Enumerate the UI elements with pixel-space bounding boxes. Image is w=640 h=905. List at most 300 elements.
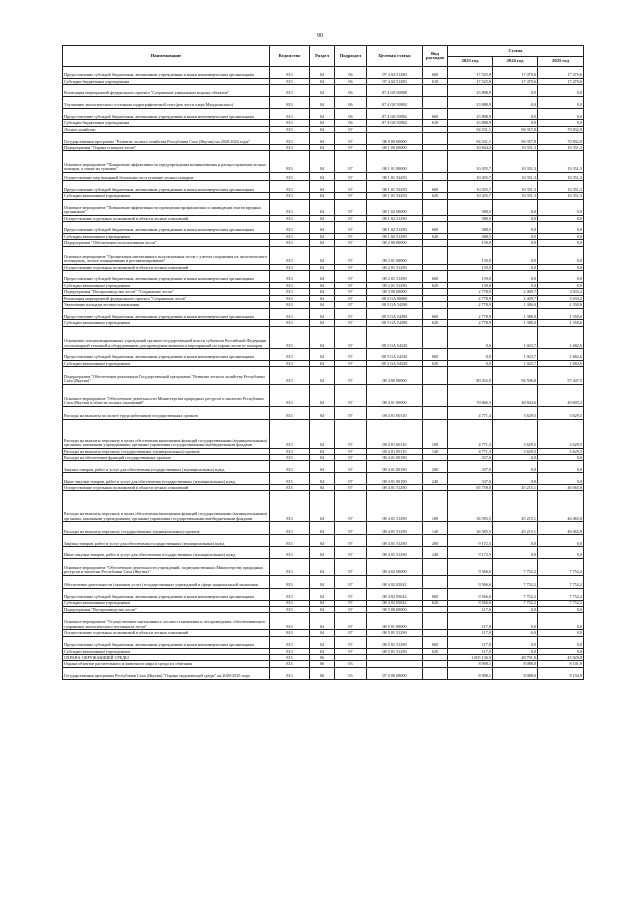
- row-ved: 813: [270, 535, 310, 547]
- row-ved: 813: [270, 320, 310, 326]
- row-name: Подпрограмма "Воспроизводство лесов": [63, 606, 270, 612]
- row-sum-2023: 1 005 136,0: [448, 655, 493, 661]
- row-ved: 813: [270, 271, 310, 283]
- row-razdel: 06: [310, 667, 335, 679]
- row-expense-type: 200: [423, 461, 448, 473]
- row-sum-2023: 337,0: [448, 455, 493, 461]
- row-sum-2023: 10 455,7: [448, 151, 493, 172]
- row-sum-2025: 7 752,2: [538, 575, 584, 588]
- table-row: [63, 222, 584, 234]
- row-ved: 813: [270, 264, 310, 270]
- row-target-article: 08 5 01 51290: [367, 648, 423, 654]
- row-razdel: 04: [310, 606, 335, 612]
- table-row: [63, 384, 584, 406]
- row-ved: 813: [270, 448, 310, 454]
- header-podrazdel: Подраздел: [335, 46, 367, 67]
- row-target-article: 08 2 01 00000: [367, 246, 423, 264]
- row-target-article: 08 1 01 00000: [367, 151, 423, 172]
- row-sum-2024: 45 215,1: [493, 522, 538, 535]
- row-podrazdel: 07: [335, 448, 367, 454]
- row-razdel: 04: [310, 289, 335, 295]
- row-podrazdel: 07: [335, 271, 367, 283]
- row-target-article: 08 2 00 00000: [367, 240, 423, 246]
- row-expense-type: 120: [423, 522, 448, 535]
- row-ved: 813: [270, 78, 310, 84]
- row-name: Субсидии бюджетным учреждениям: [63, 78, 270, 84]
- row-name: Предоставление субсидий бюджетным, автономным учреждениям и иным некоммерческим организациям: [63, 308, 270, 320]
- row-sum-2023: 70 866,3: [448, 384, 493, 406]
- row-razdel: 04: [310, 108, 335, 120]
- row-sum-2024: 0,0: [493, 461, 538, 473]
- row-sum-2025: 0,0: [538, 461, 584, 473]
- row-sum-2025: 10 351,3: [538, 181, 584, 193]
- row-name: Основное мероприятие "Повышение эффективности предупреждения возникновения и распространения лесных пожаров, а также их тушение": [63, 151, 270, 172]
- row-expense-type: [423, 96, 448, 108]
- row-name: Предоставление субсидий бюджетным, автономным учреждениям и иным некоммерческим организациям: [63, 271, 270, 283]
- row-ved: 813: [270, 606, 310, 612]
- table-row: [63, 172, 584, 181]
- row-name: Субсидии автономным учреждениям: [63, 648, 270, 654]
- row-sum-2024: 1 386,0: [493, 320, 538, 326]
- row-razdel: 04: [310, 360, 335, 366]
- row-podrazdel: 03: [335, 667, 367, 679]
- row-expense-type: [423, 558, 448, 575]
- row-ved: 813: [270, 240, 310, 246]
- row-name: Подпрограмма "Охрана и защита лесов": [63, 145, 270, 151]
- row-ved: 813: [270, 455, 310, 461]
- row-sum-2024: 7 752,2: [493, 600, 538, 606]
- row-sum-2025: 0,0: [538, 264, 584, 270]
- row-name: Основное мероприятие "Обеспечение деятельности учреждений, подведомственных Министерству природных ресурсов и экологии Республики Саха (Якутия)": [63, 558, 270, 575]
- row-podrazdel: 07: [335, 491, 367, 522]
- row-name: Осуществление отдельных полномочий в области лесных отношений: [63, 215, 270, 221]
- row-sum-2024: 3 629,5: [493, 419, 538, 448]
- row-name: Осуществление отдельных полномочий в области лесных отношений: [63, 630, 270, 636]
- row-razdel: 04: [310, 349, 335, 361]
- row-name: Предоставление субсидий бюджетным, автономным учреждениям и иным некоммерческим организациям: [63, 108, 270, 120]
- row-sum-2023: 23 888,9: [448, 108, 493, 120]
- row-name: Предоставление субсидий бюджетным, автономным учреждениям и иным некоммерческим организациям: [63, 67, 270, 79]
- row-sum-2023: 388,5: [448, 233, 493, 239]
- row-expense-type: [423, 326, 448, 348]
- table-row: [63, 667, 584, 679]
- row-expense-type: 620: [423, 233, 448, 239]
- row-podrazdel: 07: [335, 199, 367, 215]
- row-ved: 813: [270, 282, 310, 288]
- row-target-article: 08 2 01 51290: [367, 282, 423, 288]
- row-ved: 813: [270, 145, 310, 151]
- row-sum-2024: 1 386,0: [493, 308, 538, 320]
- row-sum-2025: 1 682,6: [538, 360, 584, 366]
- row-ved: 813: [270, 419, 310, 448]
- row-sum-2024: 2 409,7: [493, 295, 538, 301]
- row-sum-2023: 117,0: [448, 648, 493, 654]
- row-razdel: 04: [310, 295, 335, 301]
- row-name: Иные закупки товаров, работ и услуг для обеспечения государственных (муниципальных) нужд: [63, 473, 270, 485]
- row-sum-2023: 17 525,8: [448, 78, 493, 84]
- table-row: [63, 588, 584, 600]
- row-razdel: 04: [310, 547, 335, 559]
- row-razdel: 04: [310, 145, 335, 151]
- row-podrazdel: 07: [335, 222, 367, 234]
- row-razdel: 04: [310, 406, 335, 419]
- table-row: [63, 522, 584, 535]
- row-podrazdel: 07: [335, 326, 367, 348]
- row-target-article: 08 4 01 51290: [367, 485, 423, 491]
- row-razdel: 04: [310, 246, 335, 264]
- row-target-article: 08 1 02 00000: [367, 199, 423, 215]
- table-row: [63, 491, 584, 522]
- row-ved: 813: [270, 600, 310, 606]
- row-name: Субсидии автономным учреждениям: [63, 193, 270, 199]
- row-target-article: 08 4 01 51290: [367, 491, 423, 522]
- row-sum-2025: 3 629,5: [538, 419, 584, 448]
- row-sum-2023: 94 531,1: [448, 126, 493, 132]
- row-sum-2025: 0,0: [538, 630, 584, 636]
- row-ved: 813: [270, 289, 310, 295]
- row-ved: 813: [270, 630, 310, 636]
- row-sum-2023: 117,0: [448, 630, 493, 636]
- table-row: [63, 85, 584, 97]
- row-sum-2024: 10 351,3: [493, 145, 538, 151]
- row-target-article: 07 4 G8 00000: [367, 85, 423, 97]
- row-razdel: 04: [310, 648, 335, 654]
- row-name: Расходы на обеспечение функций государственных органов: [63, 455, 270, 461]
- table-row: [63, 199, 584, 215]
- row-sum-2023: 337,0: [448, 461, 493, 473]
- row-sum-2025: 10 351,3: [538, 193, 584, 199]
- row-name: Субсидии автономным учреждениям: [63, 360, 270, 366]
- row-sum-2023: 117,0: [448, 636, 493, 648]
- row-target-article: 08 4 01 51290: [367, 547, 423, 559]
- row-name: Субсидии автономным учреждениям: [63, 600, 270, 606]
- row-sum-2023: 2 778,9: [448, 289, 493, 295]
- row-sum-2025: 3 629,5: [538, 448, 584, 454]
- row-expense-type: 100: [423, 419, 448, 448]
- row-target-article: 08 4 01 51290: [367, 522, 423, 535]
- row-podrazdel: 07: [335, 233, 367, 239]
- row-sum-2024: 1 386,0: [493, 302, 538, 308]
- row-name: Субсидии бюджетным учреждениям: [63, 120, 270, 126]
- table-row: [63, 326, 584, 348]
- row-sum-2023: 139,0: [448, 271, 493, 283]
- row-name: Подпрограмма "Обеспечение реализации Государственной программы "Развитие лесного хозяйства Республики Саха (Якутия)": [63, 367, 270, 384]
- row-sum-2024: 3 629,5: [493, 406, 538, 419]
- row-razdel: 04: [310, 308, 335, 320]
- table-row: [63, 461, 584, 473]
- row-sum-2024: 10 351,3: [493, 172, 538, 181]
- row-razdel: 04: [310, 264, 335, 270]
- row-sum-2025: 0,0: [538, 215, 584, 221]
- row-expense-type: 620: [423, 600, 448, 606]
- row-sum-2025: 10 351,3: [538, 145, 584, 151]
- row-expense-type: 620: [423, 282, 448, 288]
- row-sum-2023: 9 172,5: [448, 535, 493, 547]
- row-name: Подпрограмма "Воспроизводство лесов" "Сохранение лесов": [63, 289, 270, 295]
- row-razdel: 04: [310, 575, 335, 588]
- row-ved: 813: [270, 181, 310, 193]
- row-target-article: 08 1 02 51290: [367, 233, 423, 239]
- row-expense-type: 600: [423, 636, 448, 648]
- row-sum-2025: 0,0: [538, 636, 584, 648]
- row-sum-2024: 45 215,1: [493, 485, 538, 491]
- row-razdel: 04: [310, 199, 335, 215]
- row-target-article: 08 4 01 00110: [367, 419, 423, 448]
- row-name: Государственная программа "Развитие лесного хозяйства Республики Саха (Якутия) на 2020-2024 годы": [63, 133, 270, 145]
- row-expense-type: [423, 575, 448, 588]
- row-sum-2025: 10 351,3: [538, 172, 584, 181]
- row-target-article: 08 4 01 00190: [367, 455, 423, 461]
- row-razdel: 04: [310, 181, 335, 193]
- row-sum-2025: 46 065,8: [538, 491, 584, 522]
- table-row: [63, 181, 584, 193]
- row-razdel: 04: [310, 367, 335, 384]
- row-sum-2023: 0,0: [448, 360, 493, 366]
- row-podrazdel: 07: [335, 349, 367, 361]
- table-row: [63, 349, 584, 361]
- row-sum-2023: 94 531,1: [448, 133, 493, 145]
- row-target-article: 08 3 GA 54320: [367, 349, 423, 361]
- row-sum-2024: 17 479,6: [493, 78, 538, 84]
- row-podrazdel: 07: [335, 613, 367, 630]
- row-sum-2023: 337,0: [448, 473, 493, 485]
- row-ved: 813: [270, 172, 310, 181]
- row-sum-2024: 0,0: [493, 473, 538, 485]
- row-expense-type: 620: [423, 193, 448, 199]
- row-podrazdel: 07: [335, 406, 367, 419]
- row-sum-2025: 45 029,8: [538, 655, 584, 661]
- row-target-article: 08 1 01 53450: [367, 193, 423, 199]
- row-sum-2025: 0,0: [538, 271, 584, 283]
- row-sum-2025: 46 065,8: [538, 522, 584, 535]
- row-expense-type: [423, 151, 448, 172]
- row-ved: 813: [270, 222, 310, 234]
- row-sum-2025: 10 351,3: [538, 151, 584, 172]
- table-row: [63, 96, 584, 108]
- row-sum-2023: 9 566,6: [448, 588, 493, 600]
- row-sum-2023: 8 908,1: [448, 661, 493, 667]
- row-sum-2024: 7 752,2: [493, 588, 538, 600]
- row-ved: 813: [270, 547, 310, 559]
- row-sum-2025: 0,0: [538, 246, 584, 264]
- row-ved: 813: [270, 215, 310, 221]
- row-podrazdel: 07: [335, 575, 367, 588]
- row-sum-2024: 0,0: [493, 271, 538, 283]
- row-sum-2024: 0,0: [493, 240, 538, 246]
- row-razdel: 04: [310, 222, 335, 234]
- row-ved: 813: [270, 558, 310, 575]
- row-sum-2024: 0,0: [493, 630, 538, 636]
- row-sum-2023: 2 778,9: [448, 295, 493, 301]
- row-podrazdel: 07: [335, 648, 367, 654]
- row-ved: 813: [270, 367, 310, 384]
- row-razdel: 04: [310, 271, 335, 283]
- row-name: Обеспечение деятельности (оказание услуг) государственных учреждений в сфере национальной экономики: [63, 575, 270, 588]
- row-sum-2023: 65 758,0: [448, 485, 493, 491]
- row-sum-2025: 70 832,0: [538, 126, 584, 132]
- row-razdel: 04: [310, 215, 335, 221]
- row-sum-2024: 0,0: [493, 199, 538, 215]
- row-razdel: 04: [310, 326, 335, 348]
- row-sum-2023: 17 525,8: [448, 67, 493, 79]
- table-body: [63, 67, 584, 680]
- row-podrazdel: 07: [335, 636, 367, 648]
- row-expense-type: 100: [423, 491, 448, 522]
- row-sum-2025: 1 682,6: [538, 349, 584, 361]
- row-expense-type: [423, 367, 448, 384]
- row-target-article: 08 3 GA 54290: [367, 320, 423, 326]
- row-expense-type: 600: [423, 271, 448, 283]
- row-target-article: 08 2 01 51290: [367, 271, 423, 283]
- row-sum-2025: 46 065,8: [538, 485, 584, 491]
- row-sum-2025: 0,0: [538, 455, 584, 461]
- row-podrazdel: 07: [335, 151, 367, 172]
- row-target-article: 08 3 GA 54290: [367, 302, 423, 308]
- row-sum-2023: 10 844,2: [448, 145, 493, 151]
- row-ved: 813: [270, 461, 310, 473]
- row-razdel: 06: [310, 661, 335, 667]
- row-sum-2024: 3 629,5: [493, 448, 538, 454]
- header-ved: Ведомство: [270, 46, 310, 67]
- row-podrazdel: 07: [335, 588, 367, 600]
- row-podrazdel: 07: [335, 367, 367, 384]
- row-sum-2023: 80 432,0: [448, 367, 493, 384]
- row-sum-2025: 49 695,3: [538, 384, 584, 406]
- row-razdel: 04: [310, 78, 335, 84]
- row-sum-2024: 48 844,6: [493, 384, 538, 406]
- row-podrazdel: 07: [335, 535, 367, 547]
- row-podrazdel: 07: [335, 384, 367, 406]
- row-expense-type: 120: [423, 448, 448, 454]
- row-sum-2025: 0,0: [538, 282, 584, 288]
- row-expense-type: [423, 133, 448, 145]
- row-target-article: 08 4 01 00190: [367, 461, 423, 473]
- row-target-article: 08 3 00 00000: [367, 289, 423, 295]
- row-podrazdel: 03: [335, 661, 367, 667]
- row-sum-2023: 0,0: [448, 326, 493, 348]
- row-sum-2024: 0,0: [493, 613, 538, 630]
- row-expense-type: 240: [423, 473, 448, 485]
- row-name: Основное мероприятие "Осуществление интенсивного лесовосстановления и лесоразведения, обеспечивающего сохранение экологического потенциала лесов": [63, 613, 270, 630]
- row-sum-2025: 0,0: [538, 233, 584, 239]
- row-razdel: 04: [310, 491, 335, 522]
- row-expense-type: 240: [423, 547, 448, 559]
- row-ved: 813: [270, 473, 310, 485]
- row-sum-2023: 139,0: [448, 264, 493, 270]
- row-sum-2025: 0,0: [538, 606, 584, 612]
- row-razdel: 04: [310, 419, 335, 448]
- header-razdel: Раздел: [310, 46, 335, 67]
- row-sum-2024: 10 351,3: [493, 151, 538, 172]
- row-podrazdel: 07: [335, 133, 367, 145]
- row-sum-2025: 0,0: [538, 199, 584, 215]
- row-sum-2025: 0,0: [538, 648, 584, 654]
- row-expense-type: [423, 85, 448, 97]
- row-sum-2024: 0,0: [493, 96, 538, 108]
- row-podrazdel: 07: [335, 547, 367, 559]
- row-ved: 813: [270, 613, 310, 630]
- row-ved: 813: [270, 151, 310, 172]
- row-sum-2024: 0,0: [493, 535, 538, 547]
- row-sum-2024: 1 023,7: [493, 349, 538, 361]
- row-razdel: 04: [310, 485, 335, 491]
- row-ved: 813: [270, 522, 310, 535]
- row-podrazdel: 07: [335, 630, 367, 636]
- row-ved: 813: [270, 326, 310, 348]
- row-sum-2025: 0,0: [538, 547, 584, 559]
- row-podrazdel: 06: [335, 78, 367, 84]
- row-sum-2025: 3 033,2: [538, 289, 584, 295]
- row-sum-2023: 4 771,3: [448, 448, 493, 454]
- row-sum-2023: 4 771,3: [448, 406, 493, 419]
- row-expense-type: [423, 667, 448, 679]
- row-ved: 813: [270, 491, 310, 522]
- row-name: Основное мероприятие "Обеспечение деятельности Министерства природных ресурсов и экологии Республики Саха (Якутия) в области лесных отношений": [63, 384, 270, 406]
- row-sum-2023: 388,5: [448, 222, 493, 234]
- row-name: Улучшение экологического состояния гидрографической сети (рек части озера Мундоонского): [63, 96, 270, 108]
- row-target-article: 08 0 00 00000: [367, 133, 423, 145]
- row-sum-2024: 0,0: [493, 455, 538, 461]
- row-name: Закупка товаров, работ и услуг для обеспечения государственных (муниципальных) нужд: [63, 535, 270, 547]
- row-razdel: 04: [310, 588, 335, 600]
- row-sum-2024: 8 088,0: [493, 661, 538, 667]
- row-podrazdel: 06: [335, 96, 367, 108]
- row-sum-2024: 10 351,3: [493, 193, 538, 199]
- row-ved: 813: [270, 67, 310, 79]
- row-sum-2023: 2 778,9: [448, 302, 493, 308]
- row-target-article: 08 4 01 00110: [367, 448, 423, 454]
- row-sum-2023: 8 908,1: [448, 667, 493, 679]
- row-sum-2025: 17 479,6: [538, 78, 584, 84]
- row-ved: 813: [270, 349, 310, 361]
- row-sum-2024: 0,0: [493, 282, 538, 288]
- row-razdel: 04: [310, 461, 335, 473]
- row-sum-2025: 1 350,6: [538, 302, 584, 308]
- row-razdel: 04: [310, 636, 335, 648]
- row-target-article: 08 1 01 53450: [367, 172, 423, 181]
- row-sum-2024: 7 752,2: [493, 558, 538, 575]
- row-sum-2025: 0,0: [538, 85, 584, 97]
- row-sum-2024: 0,0: [493, 108, 538, 120]
- row-sum-2023: 9 566,6: [448, 558, 493, 575]
- row-name: Иные закупки товаров, работ и услуг для обеспечения государственных (муниципальных) нужд: [63, 547, 270, 559]
- row-name: Субсидии автономным учреждениям: [63, 233, 270, 239]
- row-target-article: 08 2 01 51290: [367, 264, 423, 270]
- table-row: [63, 108, 584, 120]
- row-sum-2023: 9 172,5: [448, 547, 493, 559]
- header-target-article: Целевая статья: [367, 46, 423, 67]
- table-row: [63, 67, 584, 79]
- row-name: Закупка товаров, работ и услуг для обеспечения государственных (муниципальных) нужд: [63, 461, 270, 473]
- row-sum-2024: 0,0: [493, 233, 538, 239]
- row-name: Государственная программа Республики Саха (Якутия) "Охрана окружающей среды" на 2020-2025 годы: [63, 667, 270, 679]
- row-target-article: 07 4 04 51280: [367, 78, 423, 84]
- row-sum-2024: 0,0: [493, 120, 538, 126]
- row-podrazdel: 06: [335, 85, 367, 97]
- row-target-article: 08 4 01 00190: [367, 473, 423, 485]
- row-sum-2024: 2 409,7: [493, 289, 538, 295]
- row-ved: 813: [270, 648, 310, 654]
- row-sum-2024: 0,0: [493, 215, 538, 221]
- row-sum-2024: 7 752,2: [493, 575, 538, 588]
- row-podrazdel: 07: [335, 289, 367, 295]
- row-name: Лесное хозяйство: [63, 126, 270, 132]
- row-sum-2023: 388,5: [448, 215, 493, 221]
- row-ved: 813: [270, 384, 310, 406]
- row-sum-2023: 9 566,6: [448, 600, 493, 606]
- row-sum-2023: 139,0: [448, 240, 493, 246]
- row-podrazdel: 07: [335, 455, 367, 461]
